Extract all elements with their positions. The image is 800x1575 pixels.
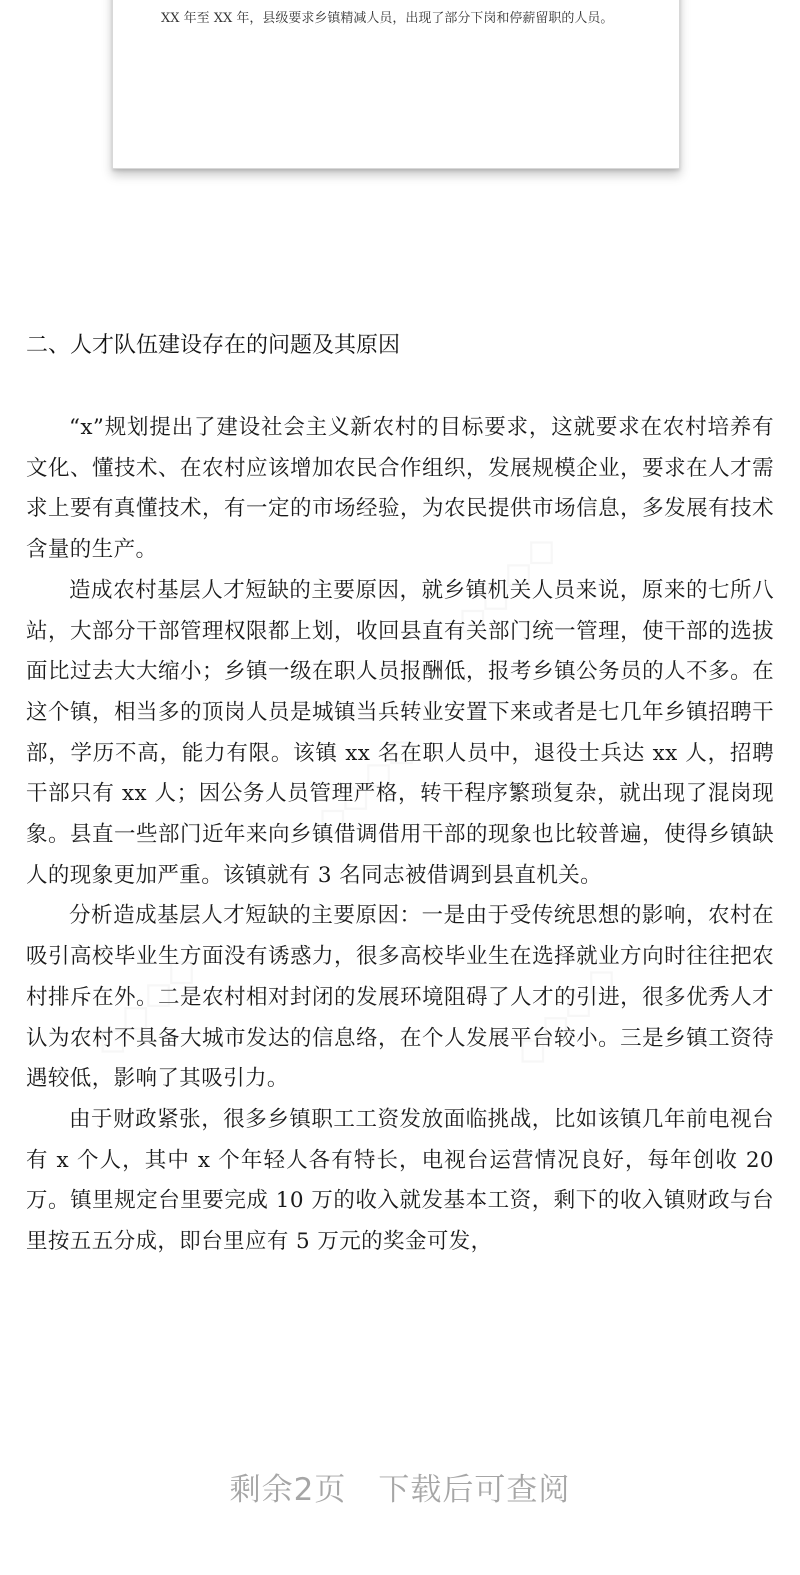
preview-card-text: XX 年至 XX 年，县级要求乡镇精减人员，出现了部分下岗和停薪留职的人员。 — [161, 11, 614, 26]
watermark-mark: ◇◇◇◇ — [441, 521, 568, 648]
paragraph-4: 由于财政紧张，很多乡镇职工工资发放面临挑战，比如该镇几年前电视台有 x 个人，其中 x 个年轻人各有特长，电视台运营情况良好，每年创收 20 万。镇里规定台里要完成 10 万的收入就发基本工资，剩下的收入镇财政与台里按五五分成，即台里应有 5 万元的奖金可发， — [26, 1106, 774, 1255]
preview-page-card — [112, 0, 680, 169]
document-body — [26, 408, 774, 1263]
watermark-mark: ◇◇◇◇ — [301, 721, 428, 848]
paragraph-2: 造成农村基层人才短缺的主要原因，就乡镇机关人员来说，原来的七所八站，大部分干部管理权限都上划，收回县直有关部门统一管理，使干部的选拔面比过去大大缩小；乡镇一级在职人员报酬低，报考乡镇公务员的人不多。在这个镇，相当多的顶岗人员是城镇当兵转业安置下来或者是七几年乡镇招聘干部，学历不高，能力有限。该镇 xx 名在职人员中，退役士兵达 xx 人，招聘干部只有 xx 人；因公务人员管理严格，转干程序繁琐复杂，就出现了混岗现象。县直一些部门近年来向乡镇借调借用干部的现象也比较普遍，使得乡镇缺人的现象更加严重。该镇就有 3 名同志被借调到县直机关。 — [26, 577, 774, 888]
remaining-pages-notice[interactable]: 剩余2页 下载后可查阅 — [229, 1472, 571, 1508]
paragraph-3: 分析造成基层人才短缺的主要原因：一是由于受传统思想的影响，农村在吸引高校毕业生方面没有诱惑力，很多高校毕业生在选择就业方向时往往把农村排斥在外。二是农村相对封闭的发展环境阻碍了人才的引进，很多优秀人才认为农村不具备大城市发达的信息络，在个人发展平台较小。三是乡镇工资待遇较低，影响了其吸引力。 — [26, 903, 774, 1092]
watermark-mark: ◇◇◇◇ — [501, 951, 628, 1078]
section-title: 二、人才队伍建设存在的问题及其原因 — [26, 333, 401, 358]
paragraph-1: “x”规划提出了建设社会主义新农村的目标要求，这就要求在农村培养有文化、懂技术、在农村应该增加农民合作组织，发展规模企业，要求在人才需求上要有真懂技术，有一定的市场经验，为农民提供市场信息，多发展有技术含量的生产。 — [26, 415, 774, 563]
watermark-mark: ◇◇◇◇ — [81, 941, 208, 1068]
